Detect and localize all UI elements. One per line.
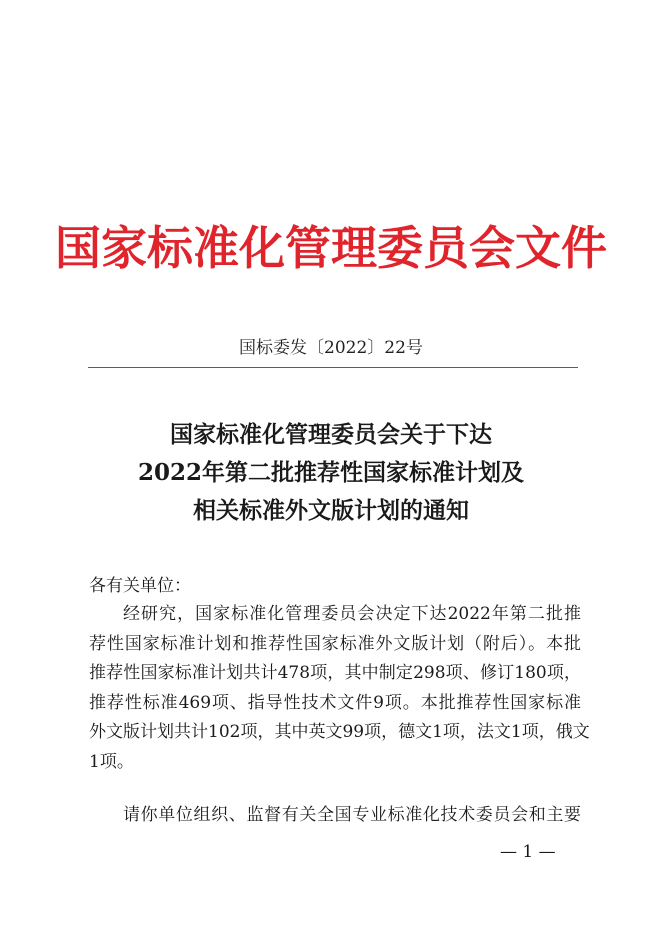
body-paragraph-2 [89, 801, 581, 831]
body-paragraph-1 [89, 600, 590, 778]
paragraph-line: 荐性国家标准计划和推荐性国家标准外文版计划（附后）。本批 [89, 633, 581, 654]
paragraph-line: 经研究，国家标准化管理委员会决定下达2022年第二批推 [123, 604, 581, 624]
notice-title [0, 416, 662, 530]
notice-title-line-2: 2022年第二批推荐性国家标准计划及 [137, 459, 524, 486]
paragraph-line: 1项。 [89, 751, 134, 772]
paragraph-line: 请你单位组织、监督有关全国专业标准化技术委员会和主要 [123, 805, 581, 825]
paragraph-line: 推荐性国家标准计划共计478项，其中制定298项、修订180项， [89, 663, 581, 684]
salutation: 各有关单位： [89, 576, 191, 596]
paragraph-line: 推荐性标准469项、指导性技术文件9项。本批推荐性国家标准 [89, 692, 581, 713]
page-number: — 1 — [500, 842, 556, 862]
paragraph-line: 外文版计划共计102项，其中英文99项，德文1项，法文1项，俄文 [89, 722, 590, 743]
red-divider-line [88, 367, 578, 368]
notice-title-line-1: 国家标准化管理委员会关于下达 [170, 421, 492, 448]
notice-title-line-3: 相关标准外文版计划的通知 [193, 497, 469, 524]
document-number: 国标委发〔2022〕22号 [239, 338, 423, 358]
issuer-title: 国家标准化管理委员会文件 [55, 221, 607, 275]
